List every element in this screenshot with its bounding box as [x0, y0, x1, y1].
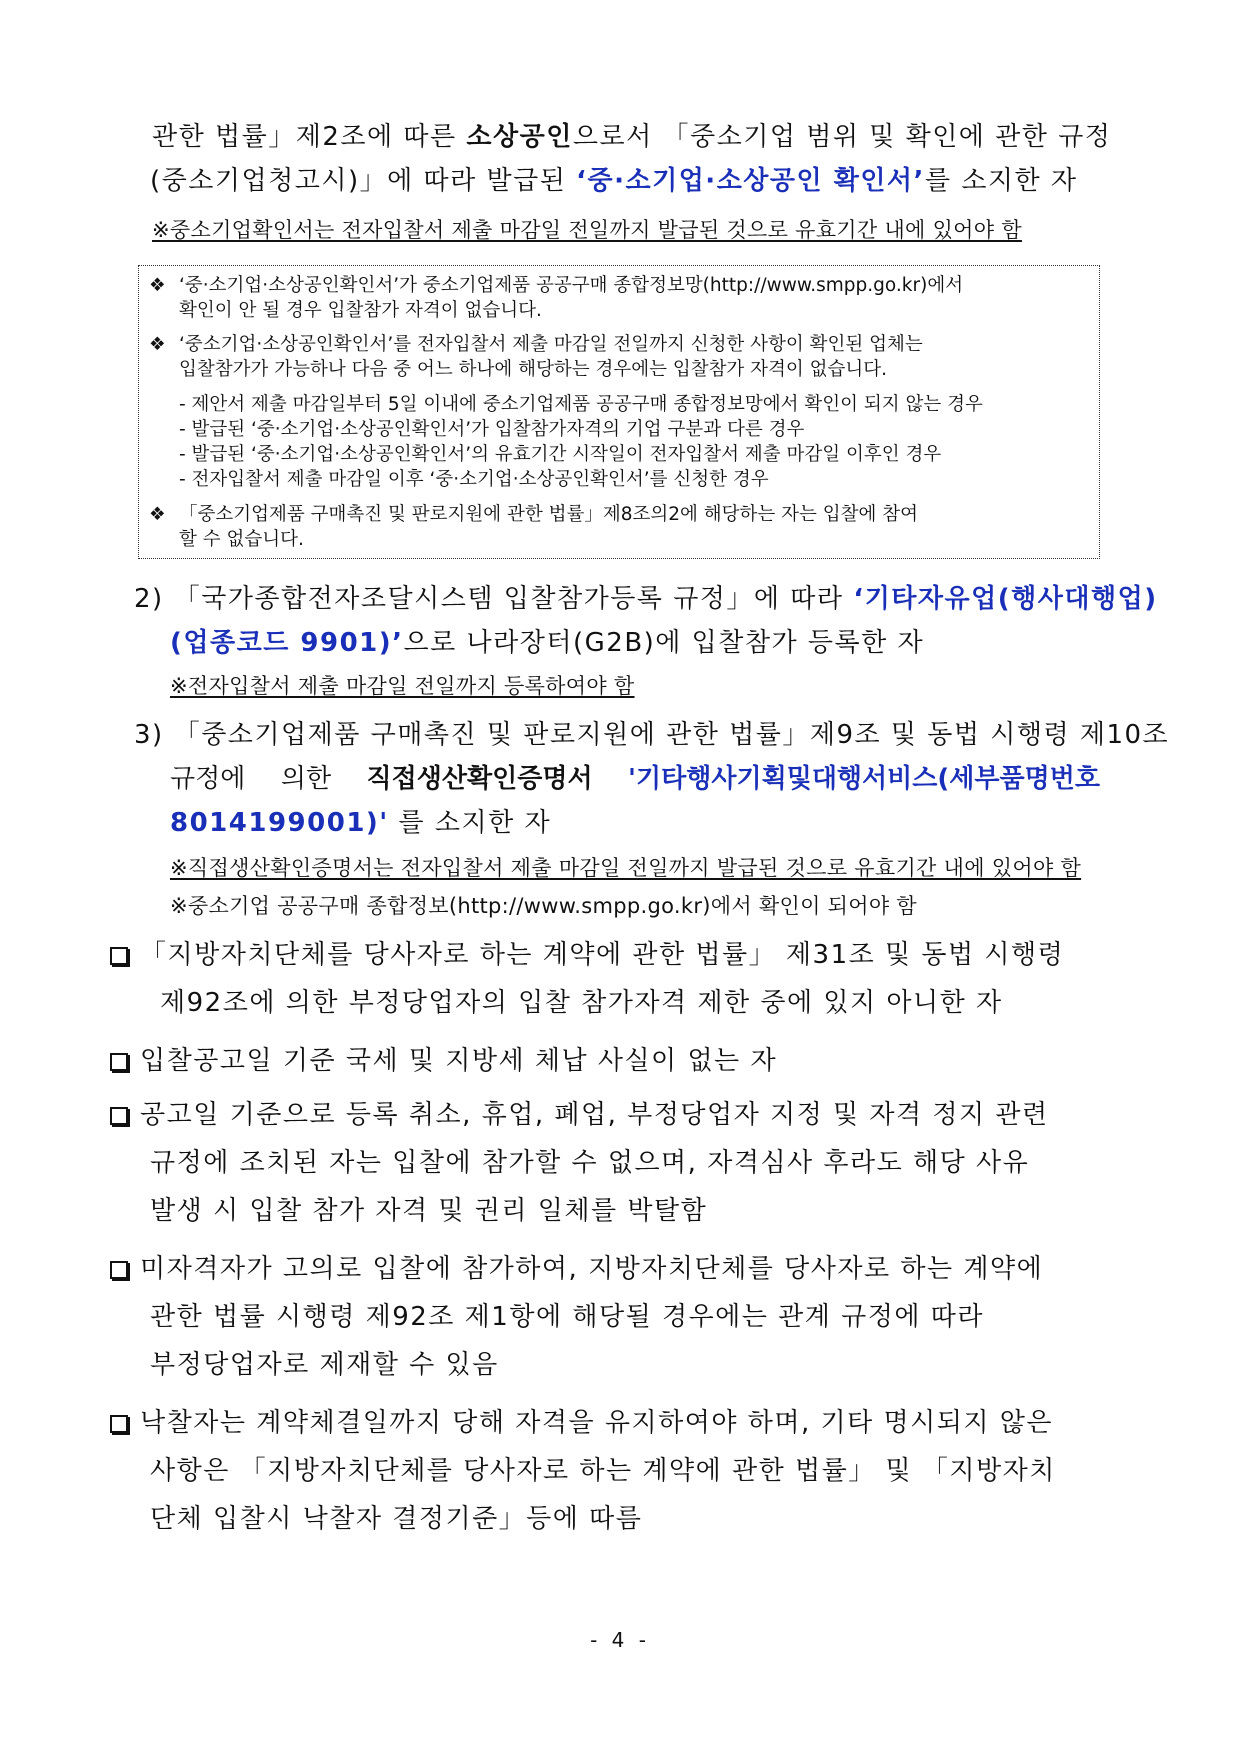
box-item-3-line-1: ❖ 「중소기업제품 구매촉진 및 판로지원에 관한 법률」제8조의2에 해당하는 자는 입찰에 참여 — [149, 504, 918, 525]
diamond-bullet-icon: ❖ — [149, 504, 166, 525]
q4-line-1: 미자격자가 고의로 입찰에 참가하여, 지방자치단체를 당사자로 하는 계약에 — [110, 1252, 1043, 1286]
box-item-1-line-1: ❖ ‘중·소기업·소상공인확인서’가 중소기업제품 공공구매 종합정보망(http://www.smpp.go.kr)에서 — [149, 275, 964, 296]
item3-line-1: 3) 「중소기업제품 구매촉진 및 판로지원에 관한 법률」제9조 및 동법 시행령 제10조 — [134, 720, 1170, 750]
box-sub-item-3: - 발급된 ‘중·소기업·소상공인확인서’의 유효기간 시작일이 전자입찰서 제출 마감일 이후인 경우 — [179, 444, 942, 465]
box-sub-item-4: - 전자입찰서 제출 마감일 이후 ‘중·소기업·소상공인확인서’를 신청한 경우 — [179, 469, 769, 490]
q4-line-3: 부정당업자로 제재할 수 있음 — [150, 1350, 499, 1380]
item2-line-2: (업종코드 9901)’으로 나라장터(G2B)에 입찰참가 등록한 자 — [170, 628, 925, 658]
item3-note-1: ※직접생산확인증명서는 전자입찰서 제출 마감일 전일까지 발급된 것으로 유효기간 내에 있어야 함 — [170, 856, 1082, 880]
diamond-bullet-icon: ❖ — [149, 275, 166, 296]
item3-line-3: 8014199001)' 를 소지한 자 — [170, 808, 552, 838]
item3-line-2: 규정에 의한 직접생산확인증명서 '기타행사기획및대행서비스(세부품명번호 — [170, 764, 1100, 794]
notice-box — [138, 265, 1100, 559]
checkbox-square-icon — [110, 947, 128, 965]
q1-line-1: 「지방자치단체를 당사자로 하는 계약에 관한 법률」 제31조 및 동법 시행령 — [110, 938, 1064, 972]
item2-number: 2) — [134, 584, 164, 614]
item2-note: ※전자입찰서 제출 마감일 전일까지 등록하여야 함 — [170, 674, 635, 698]
q5-line-1: 낙찰자는 계약체결일까지 당해 자격을 유지하여야 하며, 기타 명시되지 않은 — [110, 1406, 1053, 1440]
q3-line-3: 발생 시 입찰 참가 자격 및 권리 일체를 박탈함 — [150, 1196, 708, 1226]
q3-line-2: 규정에 조치된 자는 입찰에 참가할 수 없으며, 자격심사 후라도 해당 사유 — [150, 1148, 1030, 1178]
box-item-2-line-1: ❖ ‘중소기업·소상공인확인서’를 전자입찰서 제출 마감일 전일까지 신청한 사항이 확인된 업체는 — [149, 334, 923, 355]
diamond-bullet-icon: ❖ — [149, 334, 166, 355]
q5-line-3: 단체 입찰시 낙찰자 결정기준」등에 따름 — [150, 1504, 643, 1534]
item3-number: 3) — [134, 720, 164, 750]
checkbox-square-icon — [110, 1107, 128, 1125]
page-number: - 4 - — [590, 1628, 650, 1652]
q1-line-2: 제92조에 의한 부정당업자의 입찰 참가자격 제한 중에 있지 아니한 자 — [160, 988, 1003, 1018]
intro-note: ※중소기업확인서는 전자입찰서 제출 마감일 전일까지 발급된 것으로 유효기간 내에 있어야 함 — [152, 218, 1022, 242]
item2-line-1: 2) 「국가종합전자조달시스템 입찰참가등록 규정」에 따라 ‘기타자유업(행사대행업) — [134, 584, 1158, 614]
checkbox-square-icon — [110, 1261, 128, 1279]
item3-note-2: ※중소기업 공공구매 종합정보(http://www.smpp.go.kr)에서 확인이 되어야 함 — [170, 894, 917, 918]
checkbox-square-icon — [110, 1415, 128, 1433]
q2-line-1: 입찰공고일 기준 국세 및 지방세 체납 사실이 없는 자 — [110, 1044, 777, 1078]
box-sub-item-1: - 제안서 제출 마감일부터 5일 이내에 중소기업제품 공공구매 종합정보망에서 확인이 되지 않는 경우 — [179, 394, 983, 415]
checkbox-square-icon — [110, 1053, 128, 1071]
box-sub-item-2: - 발급된 ‘중·소기업·소상공인확인서’가 입찰참가자격의 기업 구분과 다른 경우 — [179, 419, 805, 440]
intro-line-1: 관한 법률」제2조에 따른 소상공인으로서 「중소기업 범위 및 확인에 관한 규정 — [152, 122, 1112, 152]
box-item-3-line-2: 할 수 없습니다. — [179, 529, 304, 550]
intro-line-2: (중소기업청고시)」에 따라 발급된 ‘중·소기업·소상공인 확인서’를 소지한 자 — [150, 166, 1078, 196]
q5-line-2: 사항은 「지방자치단체를 당사자로 하는 계약에 관한 법률」 및 「지방자치 — [150, 1456, 1056, 1486]
q4-line-2: 관한 법률 시행령 제92조 제1항에 해당될 경우에는 관계 규정에 따라 — [150, 1302, 985, 1332]
box-item-1-line-2: 확인이 안 될 경우 입찰참가 자격이 없습니다. — [179, 300, 542, 321]
box-item-2-line-2: 입찰참가가 가능하나 다음 중 어느 하나에 해당하는 경우에는 입찰참가 자격이 없습니다. — [179, 359, 888, 380]
q3-line-1: 공고일 기준으로 등록 취소, 휴업, 폐업, 부정당업자 지정 및 자격 정지 관련 — [110, 1098, 1049, 1132]
